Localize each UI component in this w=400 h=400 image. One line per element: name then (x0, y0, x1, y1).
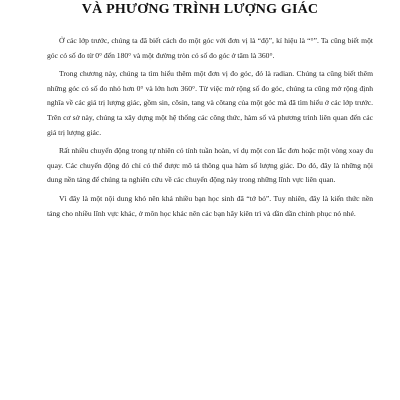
body-text (47, 34, 373, 225)
paragraph-3: Rất nhiều chuyển động trong tự nhiên có tính tuần hoàn, ví dụ một con lắc đơn hoặc một vòng xoay đu quay. Các chuyển động đó chỉ có thể được mô tả thông qua hàm số lượng giác. Do đó, đây là những nội dung nền tảng để chúng ta nghiên cứu về các chuyển động này trong những lĩnh vực liên quan. (47, 146, 373, 185)
chapter-title: VÀ PHƯƠNG TRÌNH LƯỢNG GIÁC (81, 2, 319, 17)
paragraph-4: Vì đây là một nội dung khó nên khá nhiều bạn học sinh đã “tớ bỏ”. Tuy nhiên, đây là kiến thức nền tảng cho nhiều lĩnh vực khác, ở môn học khác nên các bạn hãy kiên trì và dần dần chinh phục nó nhé. (47, 193, 373, 218)
paragraph-1: Ở các lớp trước, chúng ta đã biết cách đo một góc với đơn vị là “độ”, kí hiệu là “°”. Ta cũng biết một góc có số đo từ 0° đến 180° và một đường tròn có số đo góc ở tâm là 360°. (47, 36, 373, 60)
paragraph-2: Trong chương này, chúng ta tìm hiểu thêm một đơn vị đo góc, đó là radian. Chúng ta cũng biết thêm những góc có số đo nhỏ hơn 0° và lớn hơn 360°. Từ việc mở rộng số đo góc, chúng ta cũng mở rộng định nghĩa về các giá trị lượng giác, gồm sin, côsin, tang và côtang của một góc mà đã tìm hiểu ở các lớp trước. Trên cơ sở này, chúng ta xây dựng một hệ thống các công thức, hàm số và phương trình liên quan đến các giá trị lượng giác. (47, 69, 373, 137)
